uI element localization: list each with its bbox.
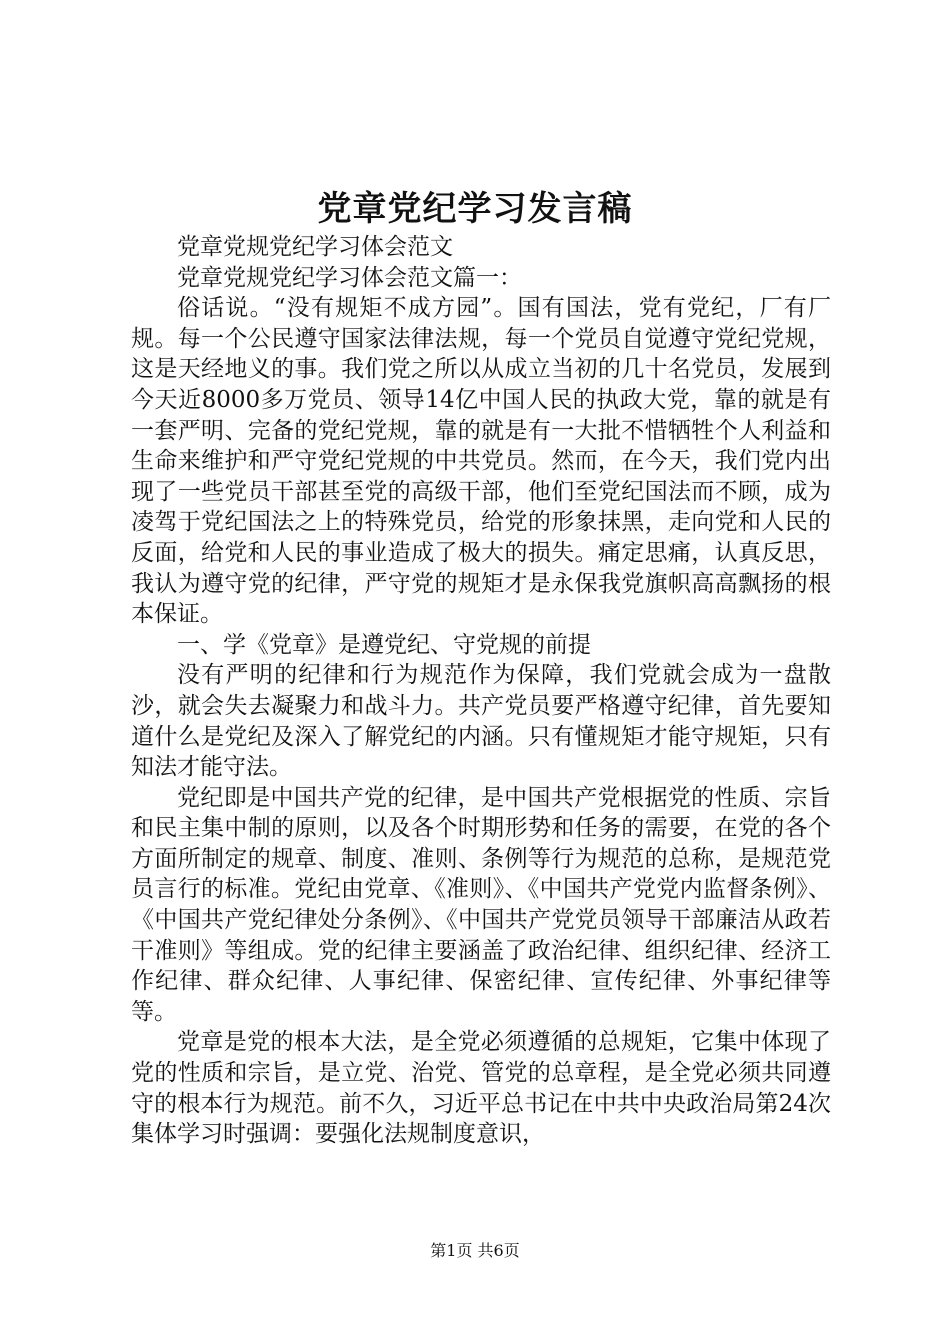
document-body [131,232,831,1150]
paragraph-section-label: 党章党规党纪学习体会范文篇一： [177,264,522,291]
paragraph-subtitle: 党章党规党纪学习体会范文 [177,234,453,260]
paragraph-party-constitution: 党章是党的根本大法，是全党必须遵循的总规矩，它集中体现了党的性质和宗旨，是立党、治党、管党的总章程，是全党必须共同遵守的根本行为规范。前不久，习近平总书记在中共中央政治局第24次集体学习时强调：要强化法规制度意识， [131,1029,831,1148]
page-footer: 第1页 共6页 [430,1241,520,1260]
section-heading-1: 一、学《党章》是遵党纪、守党规的前提 [177,631,591,658]
paragraph-intro: 俗话说。“没有规矩不成方园”。国有国法，党有党纪，厂有厂规。每一个公民遵守国家法律法规，每一个党员自觉遵守党纪党规，这是天经地义的事。我们党之所以从成立当初的几十名党员，发展到今天近8000多万党员、领导14亿中国人民的执政大党，靠的就是有一套严明、完备的党纪党规，靠的就是有一大批不惜牺牲个人利益和生命来维护和严守党纪党规的中共党员。然而，在今天，我们党内出现了一些党员干部甚至党的高级干部，他们至党纪国法而不顾，成为凌驾于党纪国法之上的特殊党员，给党的形象抹黑，走向党和人民的反面，给党和人民的事业造成了极大的损失。痛定思痛，认真反思，我认为遵守党的纪律，严守党的规矩才是永保我党旗帜高高飘扬的根本保证。 [131,295,831,628]
paragraph-definition: 党纪即是中国共产党的纪律，是中国共产党根据党的性质、宗旨和民主集中制的原则，以及各个时期形势和任务的需要，在党的各个方面所制定的规章、制度、准则、条例等行为规范的总称，是规范党员言行的标准。党纪由党章、《准则》、《中国共产党党内监督条例》、《中国共产党纪律处分条例》、《中国共产党党员领导干部廉洁从政若干准则》等组成。党的纪律主要涵盖了政治纪律、组织纪律、经济工作纪律、群众纪律、人事纪律、保密纪律、宣传纪律、外事纪律等等。 [131,784,831,1025]
document-title: 党章党纪学习发言稿 [317,189,633,229]
paragraph-discipline: 没有严明的纪律和行为规范作为保障，我们党就会成为一盘散沙，就会失去凝聚力和战斗力。共产党员要严格遵守纪律，首先要知道什么是党纪及深入了解党纪的内涵。只有懂规矩才能守规矩，只有知法才能守法。 [131,662,831,781]
